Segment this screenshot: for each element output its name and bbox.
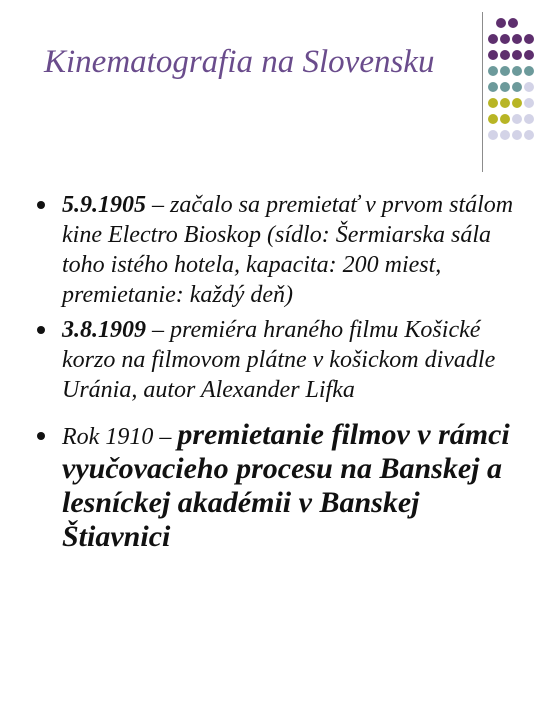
bullet-dot-icon: [37, 432, 45, 440]
bullet-list: [34, 190, 534, 555]
dot-r6-c2: [500, 98, 510, 108]
dot-r8-c2: [500, 130, 510, 140]
bullet-text: – začalo sa premietať v prvom stálom kine Electro Bioskop (sídlo: Šermiarska sála toho istého hotela, kapacita: 200 miest, premietanie: každý deň): [62, 192, 514, 308]
dot-r2-c1: [488, 34, 498, 44]
bullet-text: – premiéra hraného filmu Košické korzo na filmovom plátne v košickom divadle Uránia, autor Alexander Lifka: [62, 317, 496, 403]
bullet-dot-icon: [37, 326, 45, 334]
slide-title: Kinematografia na Slovensku: [44, 44, 435, 80]
dot-r8-c3: [512, 130, 522, 140]
dot-r4-c2: [500, 66, 510, 76]
dot-r4-c1: [488, 66, 498, 76]
vertical-divider: [482, 12, 483, 172]
dot-r6-c1: [488, 98, 498, 108]
dot-r3-c4: [524, 50, 534, 60]
bullet-item-1910: [34, 419, 534, 555]
bullet-lead: Rok 1910 –: [62, 424, 178, 450]
dot-r7-c2: [500, 114, 510, 124]
dot-r3-c3: [512, 50, 522, 60]
dot-r1-c1: [496, 18, 506, 28]
bullet-dot-icon: [37, 201, 45, 209]
dot-r2-c4: [524, 34, 534, 44]
dot-r1-c2: [508, 18, 518, 28]
dot-r3-c2: [500, 50, 510, 60]
dot-r4-c3: [512, 66, 522, 76]
dot-r8-c4: [524, 130, 534, 140]
dot-r7-c3: [512, 114, 522, 124]
dot-r2-c2: [500, 34, 510, 44]
bullet-item-1905: [34, 190, 534, 310]
dot-r5-c2: [500, 82, 510, 92]
dot-r5-c1: [488, 82, 498, 92]
dot-r2-c3: [512, 34, 522, 44]
dot-r6-c4: [524, 98, 534, 108]
dot-r7-c1: [488, 114, 498, 124]
dot-r7-c4: [524, 114, 534, 124]
bullet-date: 5.9.1905: [62, 192, 146, 218]
dot-r6-c3: [512, 98, 522, 108]
bullet-text: premietanie filmov v rámci vyučovacieho procesu na Banskej a lesníckej akadémii v Banskej Štiavnici: [62, 418, 510, 553]
decorative-dot-grid: [484, 14, 544, 154]
bullet-item-1909: [34, 315, 534, 405]
bullet-date: 3.8.1909: [62, 317, 146, 343]
dot-r5-c4: [524, 82, 534, 92]
dot-r3-c1: [488, 50, 498, 60]
dot-r8-c1: [488, 130, 498, 140]
dot-r5-c3: [512, 82, 522, 92]
dot-r4-c4: [524, 66, 534, 76]
